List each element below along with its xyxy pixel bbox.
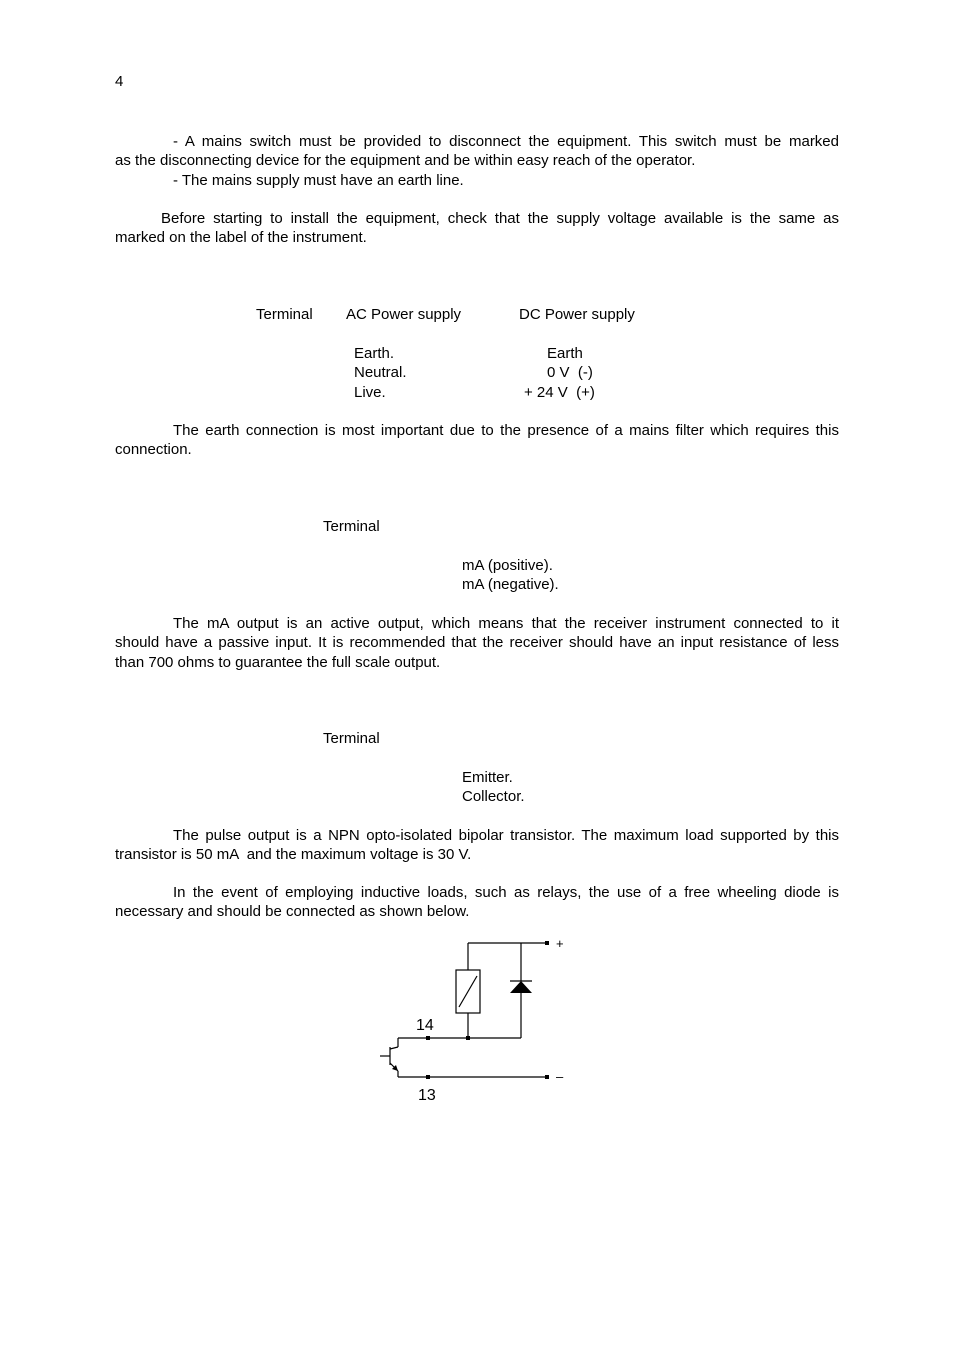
ac-row-neutral: Neutral. (354, 364, 407, 381)
mains-switch-paragraph (115, 132, 839, 190)
ma-note-paragraph (115, 614, 839, 672)
relay-coil-slash (459, 976, 477, 1007)
bullet-1-line-1: - A mains switch must be provided to disconnect the equipment. This switch must be marked (173, 133, 839, 150)
pulse-note-paragraph (115, 826, 839, 865)
pulse-note-line-1: The pulse output is a NPN opto-isolated bipolar transistor. The maximum load supported by this (173, 827, 839, 844)
terminal-13-label: 13 (418, 1087, 436, 1104)
terminal-14-dot (426, 1036, 430, 1040)
earth-note-paragraph (115, 421, 839, 460)
page-number: 4 (115, 73, 124, 90)
check-voltage-paragraph (115, 209, 839, 248)
negative-terminal-dot (545, 1075, 549, 1079)
ma-note-line-3: than 700 ohms to guarantee the full scale output. (115, 653, 441, 671)
terminal-14-label: 14 (416, 1017, 434, 1034)
plus-label: + (556, 936, 564, 951)
ac-row-live: Live. (354, 384, 386, 401)
ma-row-negative: mA (negative). (462, 576, 559, 593)
power-header-ac: AC Power supply (346, 306, 462, 323)
inductive-note-paragraph (115, 883, 839, 922)
earth-note-line-1: The earth connection is most important due to the presence of a mains filter which requires this (173, 422, 839, 439)
dc-row-0v: 0 V (-) (547, 364, 593, 381)
dc-row-earth: Earth (547, 345, 583, 362)
ac-row-earth: Earth. (354, 345, 395, 362)
free-wheeling-diode-circuit (370, 935, 590, 1110)
dc-row-24v: + 24 V (+) (524, 384, 595, 401)
power-header-terminal: Terminal (256, 306, 313, 323)
inductive-note-line-1: In the event of employing inductive loads, such as relays, the use of a free wheeling diode is (173, 884, 839, 901)
bullet-2: - The mains supply must have an earth line. (173, 171, 464, 189)
check-voltage-line-2: marked on the label of the instrument. (115, 229, 367, 247)
transistor-collector-lead (390, 1047, 398, 1049)
earth-note-line-2: connection. (115, 441, 192, 459)
ma-header-terminal: Terminal (323, 518, 380, 535)
minus-label: – (556, 1069, 564, 1084)
ma-row-positive: mA (positive). (462, 557, 553, 574)
check-voltage-line-1: Before starting to install the equipment, check that the supply voltage available is the same as (161, 210, 839, 227)
pulse-note-line-2: transistor is 50 mA and the maximum voltage is 30 V. (115, 846, 472, 864)
inductive-note-line-2: necessary and should be connected as shown below. (115, 903, 470, 921)
pulse-row-emitter: Emitter. (462, 769, 513, 786)
bullet-1-line-2: as the disconnecting device for the equipment and be within easy reach of the operator. (115, 152, 696, 170)
pulse-header-terminal: Terminal (323, 730, 380, 747)
positive-terminal-dot (545, 941, 549, 945)
junction-dot (466, 1036, 470, 1040)
power-header-dc: DC Power supply (519, 306, 635, 323)
terminal-13-dot (426, 1075, 430, 1079)
ma-note-line-1: The mA output is an active output, which means that the receiver instrument connected to it (173, 615, 839, 632)
diode-triangle (510, 981, 532, 993)
ma-note-line-2: should have a passive input. It is recommended that the receiver should have an input resistance of less (115, 634, 839, 652)
pulse-row-collector: Collector. (462, 788, 525, 805)
